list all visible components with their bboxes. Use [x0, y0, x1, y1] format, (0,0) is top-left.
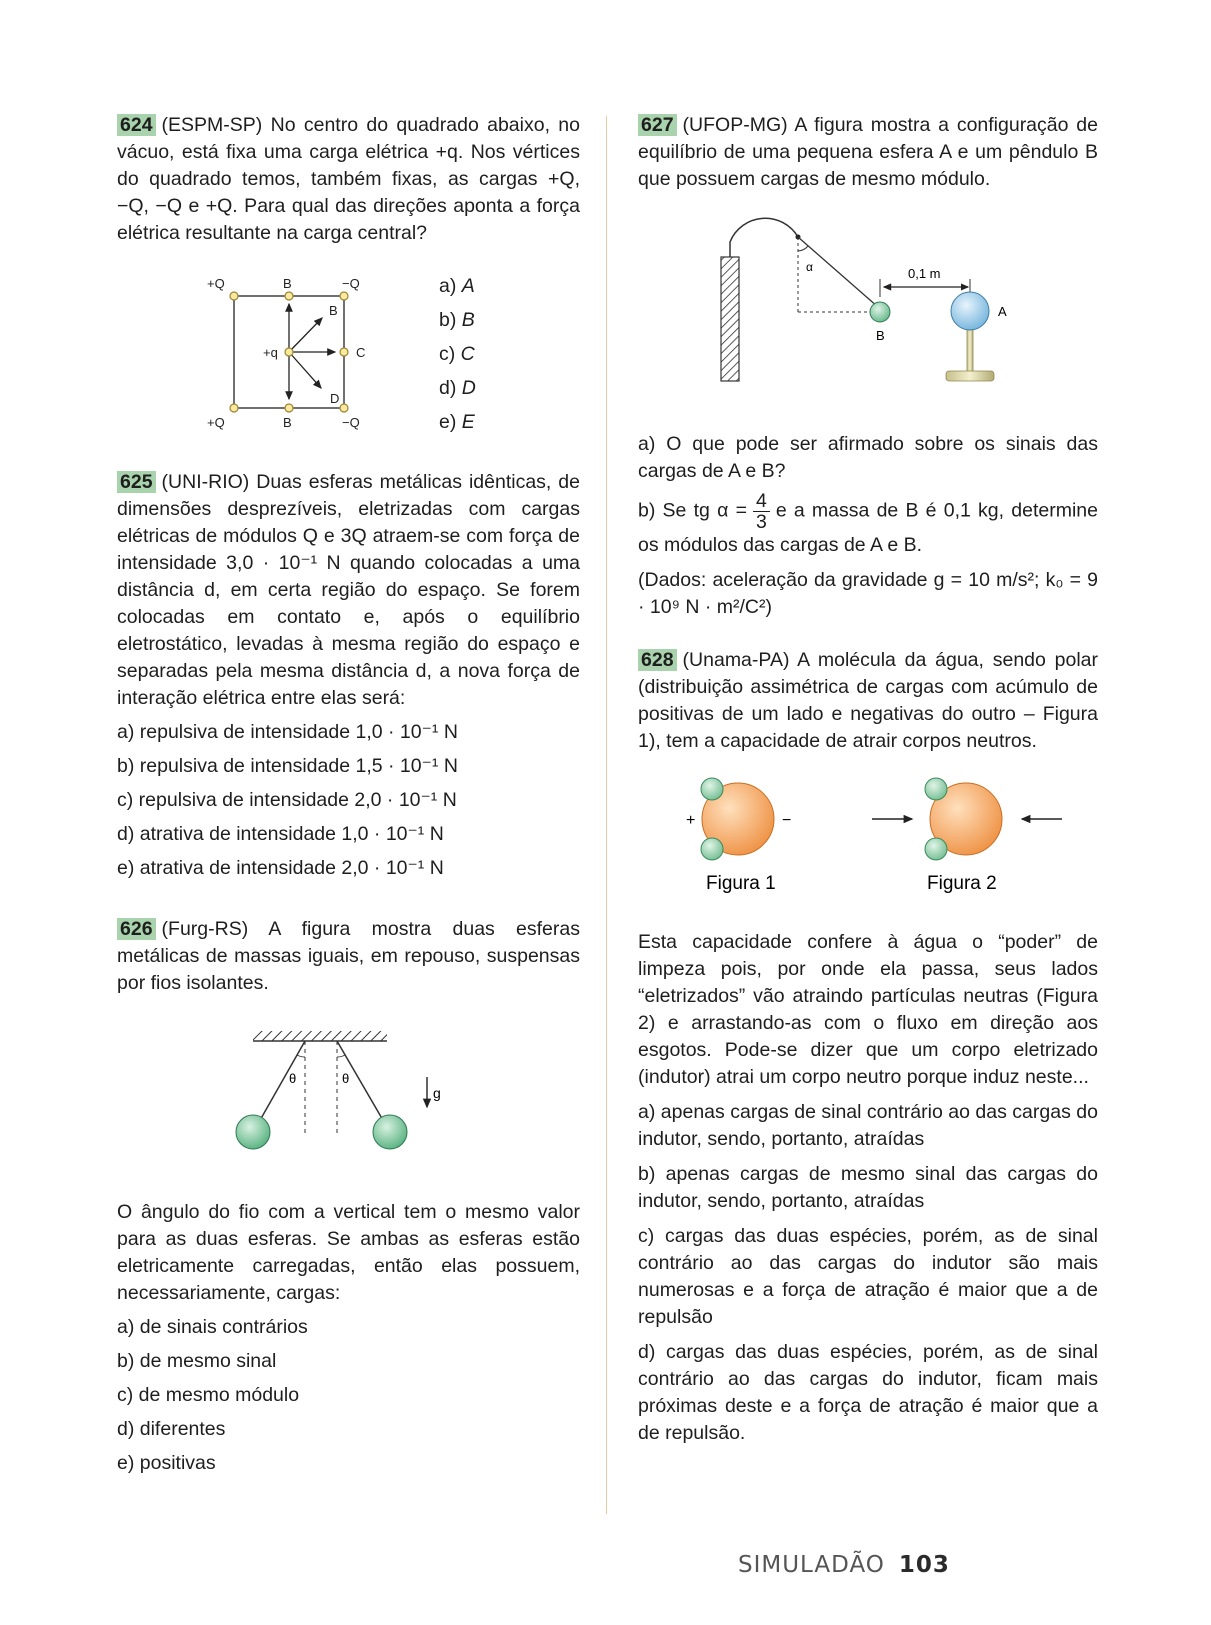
question-text-2: Esta capacidade confere à água o “poder” de limpeza pois, por onde ela passa, seus lados “eletrizados” vão atraindo partículas neutras (Figura 2) e arrastando-as com o fluxo em direção aos esgotos. Pode-se dizer que um corpo eletrizado (indutor) atrai um corpo neutro porque induz neste... [638, 931, 1098, 1088]
label-top-left: +Q [207, 276, 225, 291]
option: d) D [439, 377, 476, 399]
question-627 [638, 112, 1098, 621]
arrow-b-diag [289, 318, 322, 352]
hydrogen-atom [925, 778, 947, 800]
pendulum-diagram [117, 1007, 580, 1177]
theta-right: θ [342, 1071, 350, 1086]
section-title: SIMULADÃO [738, 1552, 885, 1578]
plus-sign: + [686, 812, 696, 829]
option: a) apenas cargas de sinal contrário ao das cargas do indutor, sendo, portanto, atraídas [638, 1101, 1098, 1150]
charge-dot [230, 292, 238, 300]
question-number: 628 [638, 649, 677, 671]
label-bottom-right: −Q [342, 415, 360, 430]
label-c: C [356, 345, 366, 360]
sphere-a [951, 292, 989, 330]
pendulum-sphere-diagram [638, 207, 1098, 407]
page-number: 103 [898, 1552, 950, 1578]
given-data: (Dados: aceleração da gravidade g = 10 m/s²; k₀ = 9 · 10⁹ N · m²/C²) [638, 569, 1098, 618]
option: e) positivas [117, 1452, 216, 1474]
charge-dot [285, 348, 293, 356]
question-text: (Unama-PA) A molécula da água, sendo polar (distribuição assimétrica de cargas com acúmulo de positivas de um lado e negativas do outro – Figura 1), tem a capacidade de atrair corpos neutros. [638, 649, 1098, 752]
hydrogen-atom [701, 838, 723, 860]
label-top-mid: B [283, 276, 292, 291]
question-626 [117, 916, 580, 1477]
question-625 [117, 469, 580, 882]
label-center: +q [263, 345, 278, 360]
option: b) de mesmo sinal [117, 1350, 277, 1372]
page-footer [738, 1552, 950, 1578]
hydrogen-atom [701, 778, 723, 800]
charge-dot [230, 404, 238, 412]
column-divider [606, 116, 607, 1514]
arrow-d [289, 352, 321, 388]
question-number: 624 [117, 114, 156, 136]
item-b: b) Se tg α = $\frac{4}{3}$ e a massa de B é 0,1 kg, determine os módulos das cargas de A e B. [638, 490, 1098, 556]
ceiling-hatch [253, 1031, 387, 1041]
right-column [638, 112, 1098, 1447]
sphere-left [236, 1115, 270, 1149]
alpha-arc [798, 246, 808, 251]
sphere-b [870, 302, 890, 322]
label-bottom-mid: B [283, 415, 292, 430]
option: b) repulsiva de intensidade 1,5 · 10⁻¹ N [117, 755, 458, 777]
q624-figure-area [117, 261, 580, 451]
option: b) apenas cargas de mesmo sinal das cargas do indutor, sendo, portanto, atraídas [638, 1163, 1098, 1212]
gravity-label: g [433, 1085, 441, 1101]
option: a) de sinais contrários [117, 1316, 308, 1338]
charge-dot [285, 404, 293, 412]
thread-left [259, 1041, 305, 1122]
question-number: 625 [117, 471, 156, 493]
label-inner-b: B [329, 303, 338, 318]
question-text: (Furg-RS) A figura mostra duas esferas metálicas de massas iguais, em repouso, suspensas por fios isolantes. [117, 918, 580, 994]
option: d) atrativa de intensidade 1,0 · 10⁻¹ N [117, 823, 444, 845]
sphere-right [373, 1115, 407, 1149]
distance-label: 0,1 m [908, 266, 941, 281]
figure-2-caption: Figura 2 [927, 873, 997, 894]
sphere-a-label: A [998, 304, 1007, 319]
option: c) C [439, 343, 475, 365]
angle-arc-right [337, 1055, 345, 1057]
question-text: (UNI-RIO) Duas esferas metálicas idênticas, de dimensões desprezíveis, eletrizadas com cargas elétricas de módulos Q e 3Q atraem-se com força de intensidade 3,0 · 10⁻¹ N quando colocadas a uma distância d, em certa região do espaço. Se forem colocadas em contato e, após o equilíbrio eletrostático, levadas à mesma região do espaço e separadas pela mesma distância d, a nova força de interação elétrica entre elas será: [117, 471, 580, 709]
item-a: a) O que pode ser afirmado sobre os sinais das cargas de A e B? [638, 433, 1098, 482]
option: a) A [439, 275, 475, 297]
sphere-b-label: B [876, 328, 885, 343]
charge-dot [285, 292, 293, 300]
question-text: (UFOP-MG) A figura mostra a configuração de equilíbrio de uma pequena esfera A e um pêndulo B que possuem cargas de mesmo módulo. [638, 114, 1098, 190]
water-molecule-diagram [638, 769, 1098, 909]
theta-left: θ [289, 1071, 297, 1086]
charge-dot [340, 292, 348, 300]
figure-1-caption: Figura 1 [706, 873, 776, 894]
sphere-a-base [946, 371, 994, 381]
sphere-a-stand [967, 329, 973, 373]
q624-options [439, 269, 476, 439]
hydrogen-atom [925, 838, 947, 860]
charge-dot [340, 348, 348, 356]
option: c) cargas das duas espécies, porém, as de sinal contrário ao das cargas do indutor são mais numerosas e a força de atração é maior que a de repulsão [638, 1225, 1098, 1328]
alpha-label: α [806, 260, 813, 274]
option: c) repulsiva de intensidade 2,0 · 10⁻¹ N [117, 789, 457, 811]
minus-sign: − [782, 812, 792, 829]
question-624 [117, 112, 580, 451]
option: e) E [439, 411, 475, 433]
question-number: 626 [117, 918, 156, 940]
label-top-right: −Q [342, 276, 360, 291]
option: c) de mesmo módulo [117, 1384, 300, 1406]
label-inner-d: D [330, 391, 340, 406]
label-bottom-left: +Q [207, 415, 225, 430]
option: d) diferentes [117, 1418, 226, 1440]
question-628 [638, 647, 1098, 1447]
left-column [117, 112, 580, 1477]
support-post [721, 257, 739, 381]
charge-dot [340, 404, 348, 412]
question-text-2: O ângulo do fio com a vertical tem o mesmo valor para as duas esferas. Se ambas as esferas estão eletricamente carregadas, então elas possuem, necessariamente, cargas: [117, 1201, 580, 1304]
option: e) atrativa de intensidade 2,0 · 10⁻¹ N [117, 857, 444, 879]
option: d) cargas das duas espécies, porém, as de sinal contrário ao das cargas do indutor, ficam mais próximas deste e a força de atração é maior que a de repulsão. [638, 1341, 1098, 1444]
question-number: 627 [638, 114, 677, 136]
question-text: (ESPM-SP) No centro do quadrado abaixo, no vácuo, está fixa uma carga elétrica +q. Nos vértices do quadrado temos, também fixas, as cargas +Q, −Q, −Q e +Q. Para qual das direções aponta a força elétrica resultante na carga central? [117, 114, 580, 244]
option: b) B [439, 309, 475, 331]
fraction: $\frac{4}{3}$ [753, 491, 770, 532]
option: a) repulsiva de intensidade 1,0 · 10⁻¹ N [117, 721, 458, 743]
support-arm [730, 218, 798, 257]
charge-square-diagram [207, 271, 407, 446]
angle-arc-left [297, 1055, 305, 1057]
